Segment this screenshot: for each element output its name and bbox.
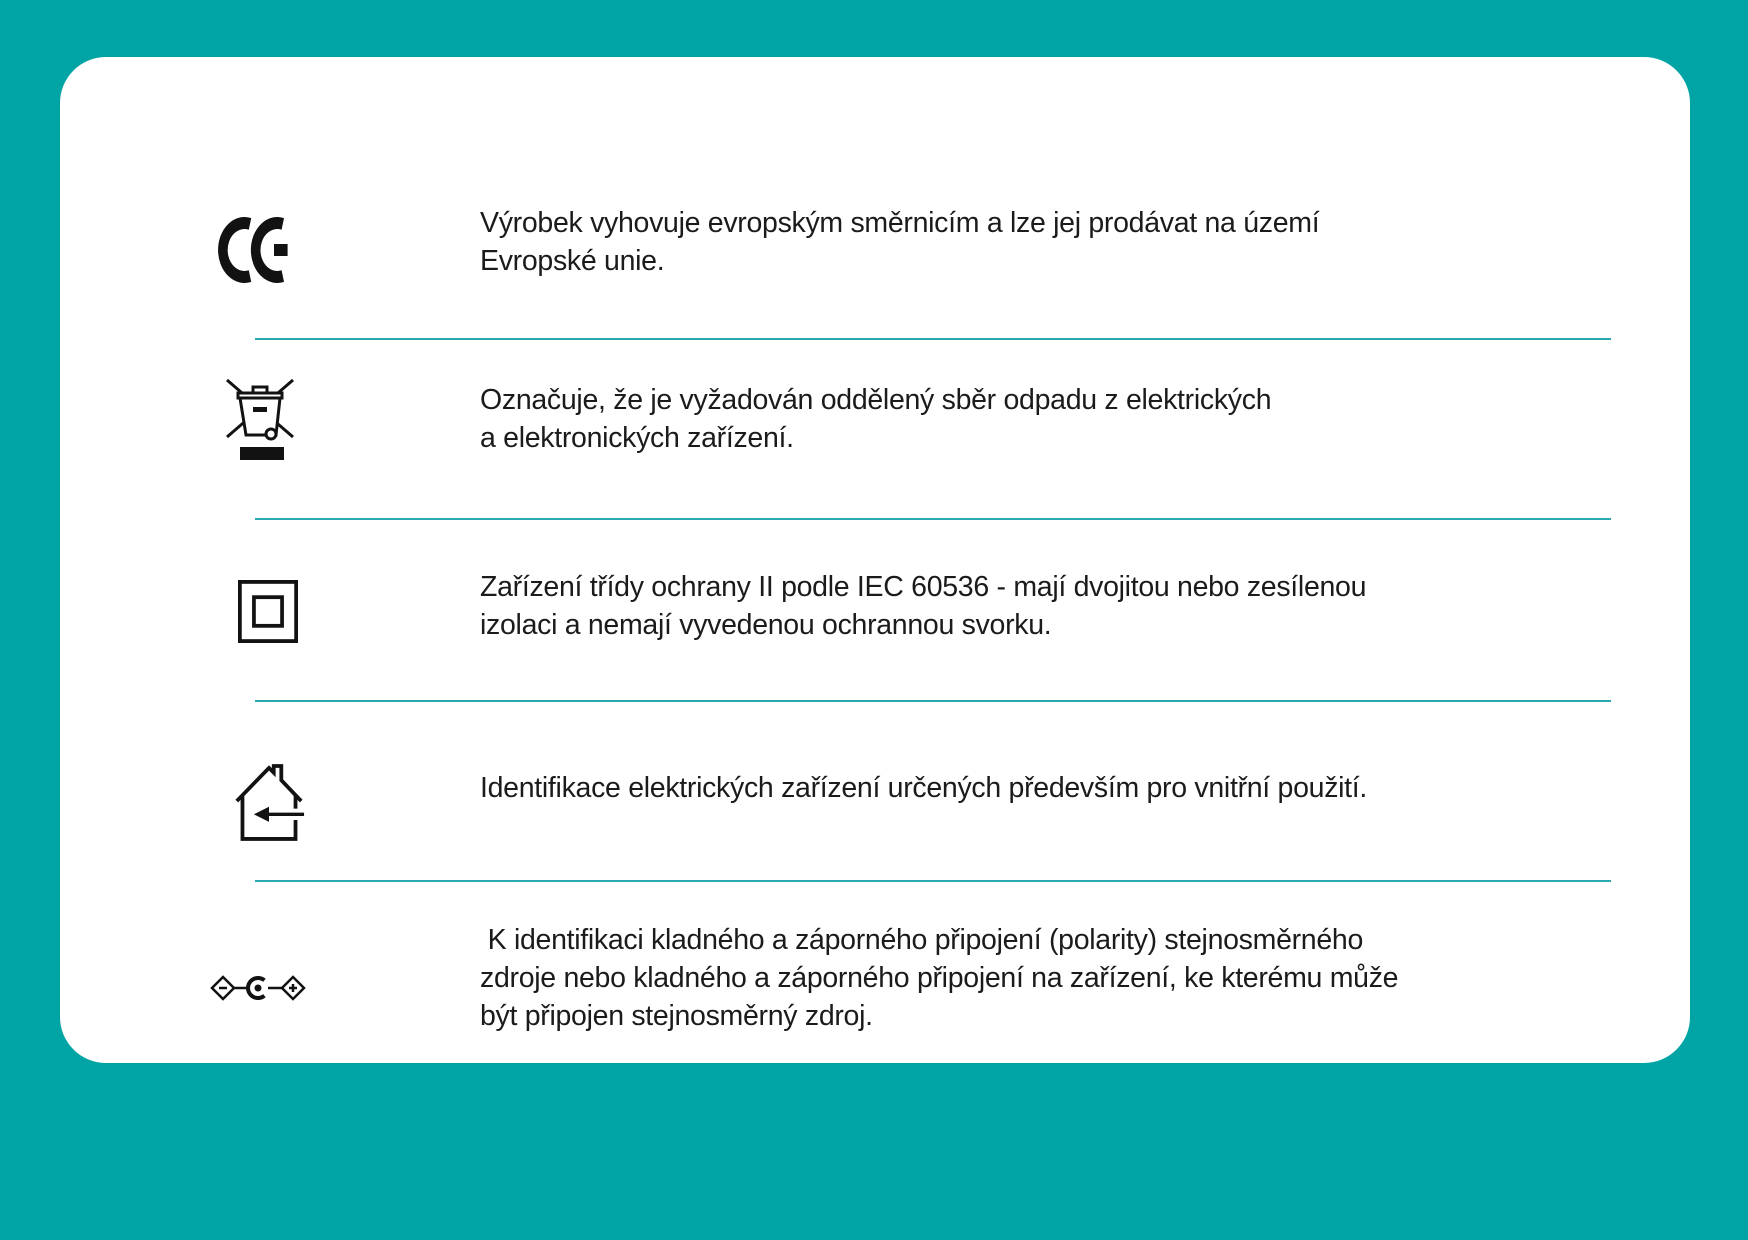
weee-crossed-out-wheeled-bin-icon <box>226 376 298 462</box>
ce-mark-icon <box>218 217 290 283</box>
row-text-line: Zařízení třídy ochrany II podle IEC 60536 - mají dvojitou nebo zesílenou <box>480 571 1367 603</box>
indoor-use-only-house-icon <box>233 761 305 843</box>
row-divider <box>255 338 1611 340</box>
symbol-row-ce <box>60 57 1690 1063</box>
row-text-line: izolaci a nemají vyvedenou ochrannou svorku. <box>480 609 1052 641</box>
row-text-line: Identifikace elektrických zařízení určených především pro vnitřní použití. <box>480 772 1368 804</box>
row-text-line: být připojen stejnosměrný zdroj. <box>480 1000 873 1032</box>
symbol-row-class-ii <box>60 57 1690 1063</box>
row-text-line: Evropské unie. <box>480 245 665 277</box>
row-text-line: Výrobek vyhovuje evropským směrnicím a lze jej prodávat na území <box>480 207 1320 239</box>
symbols-card <box>60 57 1690 1063</box>
row-divider <box>255 518 1611 520</box>
row-text-line: zdroje nebo kladného a záporného připojení na zařízení, ke kterému může <box>480 962 1399 994</box>
row-divider <box>255 700 1611 702</box>
row-text-line: K identifikaci kladného a záporného připojení (polarity) stejnosměrného <box>480 924 1364 956</box>
row-text-line: a elektronických zařízení. <box>480 422 794 454</box>
row-text-line: Označuje, že je vyžadován oddělený sběr odpadu z elektrických <box>480 384 1272 416</box>
dc-polarity-center-positive-icon <box>210 972 306 1004</box>
symbol-row-dc-polarity <box>60 57 1690 1063</box>
row-divider <box>255 880 1611 882</box>
symbol-row-weee <box>60 57 1690 1063</box>
class-ii-double-insulation-icon <box>238 580 298 643</box>
symbol-row-indoor-use <box>60 57 1690 1063</box>
